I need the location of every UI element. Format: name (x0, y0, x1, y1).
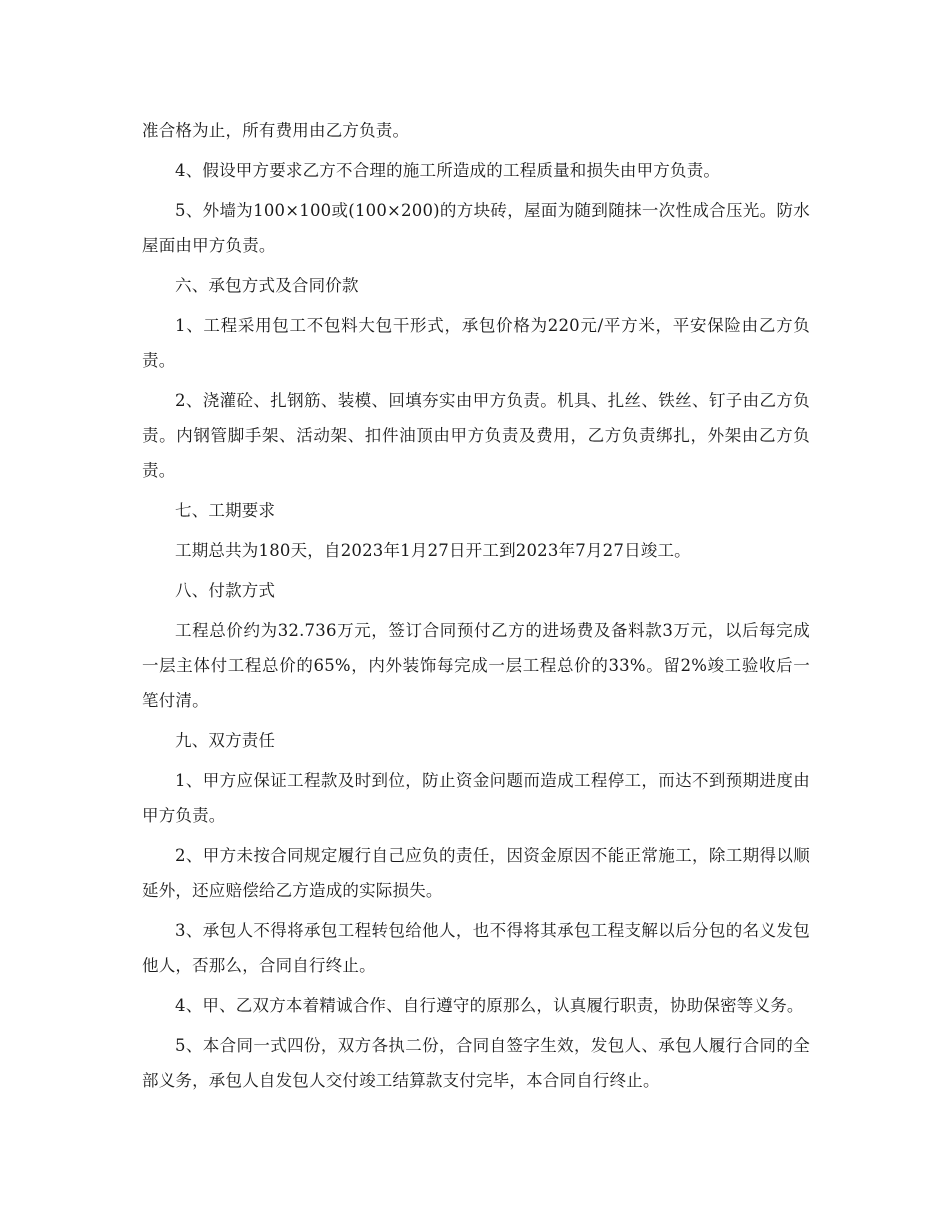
paragraph-schedule: 工期总共为180天，自2023年1月27日开工到2023年7月27日竣工。 (175, 541, 691, 560)
paragraph-clause-9-5: 5、本合同一式四份，双方各执二份，合同自签字生效，发包人、承包人履行合同的全部义务，承包人自发包人交付竣工结算款支付完毕，本合同自行终止。 (142, 1036, 810, 1090)
section-heading-8: 八、付款方式 (175, 581, 276, 600)
paragraph-continuation: 准合格为止，所有费用由乙方负责。 (142, 121, 410, 140)
section-heading-6: 六、承包方式及合同价款 (175, 276, 359, 295)
paragraph-payment: 工程总价约为32.736万元，签订合同预付乙方的进场费及备料款3万元，以后每完成一层主体付工程总价的65%，内外装饰每完成一层工程总价的33%。留2%竣工验收后一笔付清。 (142, 621, 810, 710)
paragraph-clause-9-2: 2、甲方未按合同规定履行自己应负的责任，因资金原因不能正常施工，除工期得以顺延外，还应赔偿给乙方造成的实际损失。 (142, 846, 810, 900)
paragraph-clause-9-1: 1、甲方应保证工程款及时到位，防止资金问题而造成工程停工，而达不到预期进度由甲方负责。 (142, 771, 810, 825)
paragraph-clause-6-1: 1、工程采用包工不包料大包干形式，承包价格为220元/平方米，平安保险由乙方负责。 (142, 316, 810, 370)
document-body (142, 113, 810, 1103)
paragraph-clause-9-4: 4、甲、乙双方本着精诚合作、自行遵守的原那么，认真履行职责，协助保密等义务。 (175, 996, 804, 1015)
paragraph-clause-5-4: 4、假设甲方要求乙方不合理的施工所造成的工程质量和损失由甲方负责。 (175, 161, 721, 180)
section-heading-9: 九、双方责任 (175, 731, 276, 750)
paragraph-clause-6-2: 2、浇灌砼、扎钢筋、装模、回填夯实由甲方负责。机具、扎丝、铁丝、钉子由乙方负责。内钢管脚手架、活动架、扣件油顶由甲方负责及费用，乙方负责绑扎，外架由乙方负责。 (142, 391, 810, 480)
paragraph-clause-5-5: 5、外墙为100×100或(100×200)的方块砖，屋面为随到随抹一次性成合压光。防水屋面由甲方负责。 (142, 201, 810, 255)
section-heading-7: 七、工期要求 (175, 501, 276, 520)
paragraph-clause-9-3: 3、承包人不得将承包工程转包给他人，也不得将其承包工程支解以后分包的名义发包他人，否那么，合同自行终止。 (142, 921, 810, 975)
